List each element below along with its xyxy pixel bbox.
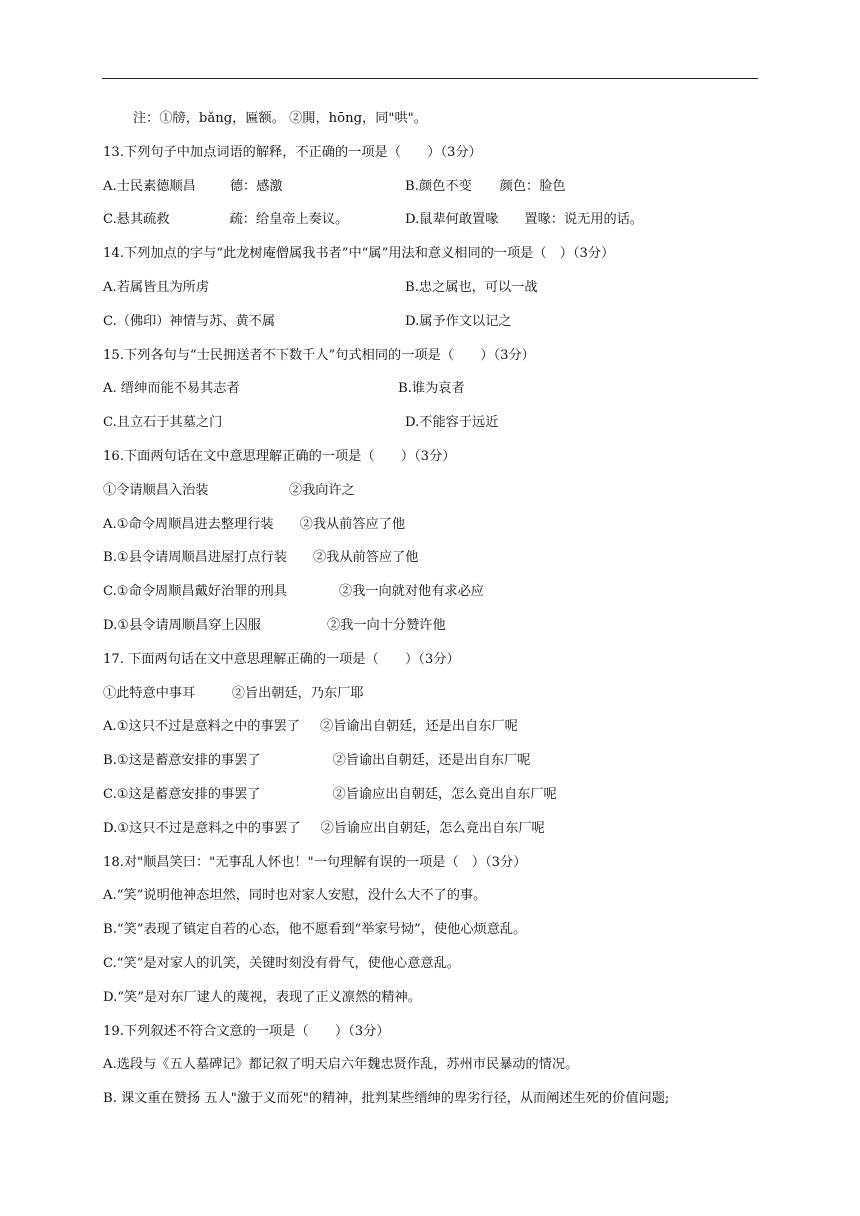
q16-option-a: A.①命令周顺昌进去整理行装 ②我从前答应了他	[103, 516, 406, 532]
q13-stem: 13.下列句子中加点词语的解释，不正确的一项是（ ）（3分）	[103, 144, 482, 160]
q13-option-c: C.悬其疏救 疏：给皇帝上奏议。	[103, 212, 349, 228]
q19-stem: 19.下列叙述不符合文意的一项是（ ）（3分）	[103, 1023, 390, 1039]
q17-sentence-1: ①此特意中事耳	[103, 685, 196, 701]
q16-sentences	[103, 474, 783, 508]
q19-option-a: A.选段与《五人墓碑记》都记叙了明天启六年魏忠贤作乱，苏州市民暴动的情况。	[103, 1057, 579, 1073]
q16-option-d: D.①县令请周顺昌穿上囚服 ②我一向十分赞许他	[103, 617, 446, 633]
q17-option-a: A.①这只不过是意料之中的事罢了 ②旨谕出自朝廷，还是出自东厂呢	[103, 719, 518, 735]
q14-option-c: C.（佛印）神情与苏、黄不属	[103, 313, 276, 329]
q14-option-a: A.若属皆且为所虏	[103, 279, 210, 295]
q16-stem: 16.下面两句话在文中意思理解正确的一项是（ ）（3分）	[103, 448, 456, 464]
q17-option-d: D.①这只不过是意料之中的事罢了 ②旨谕应出自朝廷，怎么竟出自东厂呢	[103, 820, 545, 836]
q13-option-b: B.颜色不变 颜色：脸色	[405, 178, 566, 194]
q16-sentence-2: ②我向许之	[288, 482, 355, 498]
q16-option-b: B.①县令请周顺昌进屋打点行装 ②我从前答应了他	[103, 550, 419, 566]
q18-option-c: C.“笑”是对家人的讥笑，关键时刻没有骨气，使他心意意乱。	[103, 955, 460, 971]
q16-option-c: C.①命令周顺昌戴好治罪的刑具 ②我一向就对他有求必应	[103, 584, 484, 600]
q17-option-b: B.①这是蓄意安排的事罢了 ②旨谕出自朝廷，还是出自东厂呢	[103, 753, 531, 769]
q14-options-ab	[103, 271, 783, 305]
exam-document	[103, 102, 783, 1116]
q17-sentence-2: ②旨出朝廷，乃东厂耶	[231, 685, 364, 701]
q15-option-c: C.且立石于其墓之门	[103, 415, 223, 431]
q15-option-b: B.谁为哀者	[398, 381, 465, 397]
q13-options-cd	[103, 203, 783, 237]
q18-stem: 18.对"顺昌笑曰："无事乱人怀也！"一句理解有误的一项是（ ）（3分）	[103, 854, 527, 870]
q17-sentences	[103, 677, 783, 711]
q15-option-d: D.不能容于远近	[405, 415, 499, 431]
q14-option-d: D.属予作文以记之	[405, 313, 512, 329]
q14-options-cd	[103, 305, 783, 339]
q17-stem: 17. 下面两句话在文中意思理解正确的一项是（ ）（3分）	[103, 651, 460, 667]
q16-sentence-1: ①令请顺昌入治装	[103, 482, 209, 498]
q13-option-a: A.士民素德顺昌 德：感激	[103, 178, 283, 194]
q18-option-a: A.“笑”说明他神态坦然，同时也对家人安慰，没什么大不了的事。	[103, 888, 487, 904]
q18-option-d: D.“笑”是对东厂逮人的蔑视，表现了正义凛然的精神。	[103, 989, 421, 1005]
header-rule	[102, 78, 758, 79]
q14-stem: 14.下列加点的字与“此龙树庵僧属我书者”中“属”用法和意义相同的一项是（ ）（3分）	[103, 246, 615, 262]
q17-option-c: C.①这是蓄意安排的事罢了 ②旨谕应出自朝廷，怎么竟出自东厂呢	[103, 786, 557, 802]
footnote: 注：①牓，bǎng，匾额。 ②閧，hōng，同"哄"。	[133, 111, 427, 126]
q13-options-ab	[103, 170, 783, 204]
q15-options-cd	[103, 406, 783, 440]
q15-options-ab	[103, 372, 783, 406]
q18-option-b: B.“笑”表现了镇定自若的心态，他不愿看到“举家号恸”，使他心烦意乱。	[103, 922, 527, 938]
q14-option-b: B.忠之属也，可以一战	[405, 279, 538, 295]
q15-option-a: A. 缙绅而能不易其志者	[103, 381, 240, 397]
q19-option-b: B. 课文重在赞扬 五人"激于义而死"的精神，批判某些缙绅的卑劣行径，从而阐述生死的价值问题;	[103, 1091, 670, 1107]
q13-option-d: D.鼠辈何敢置喙 置喙：说无用的话。	[405, 212, 644, 228]
q15-stem: 15.下列各句与“士民拥送者不下数千人”句式相同的一项是（ ）（3分）	[103, 347, 535, 363]
